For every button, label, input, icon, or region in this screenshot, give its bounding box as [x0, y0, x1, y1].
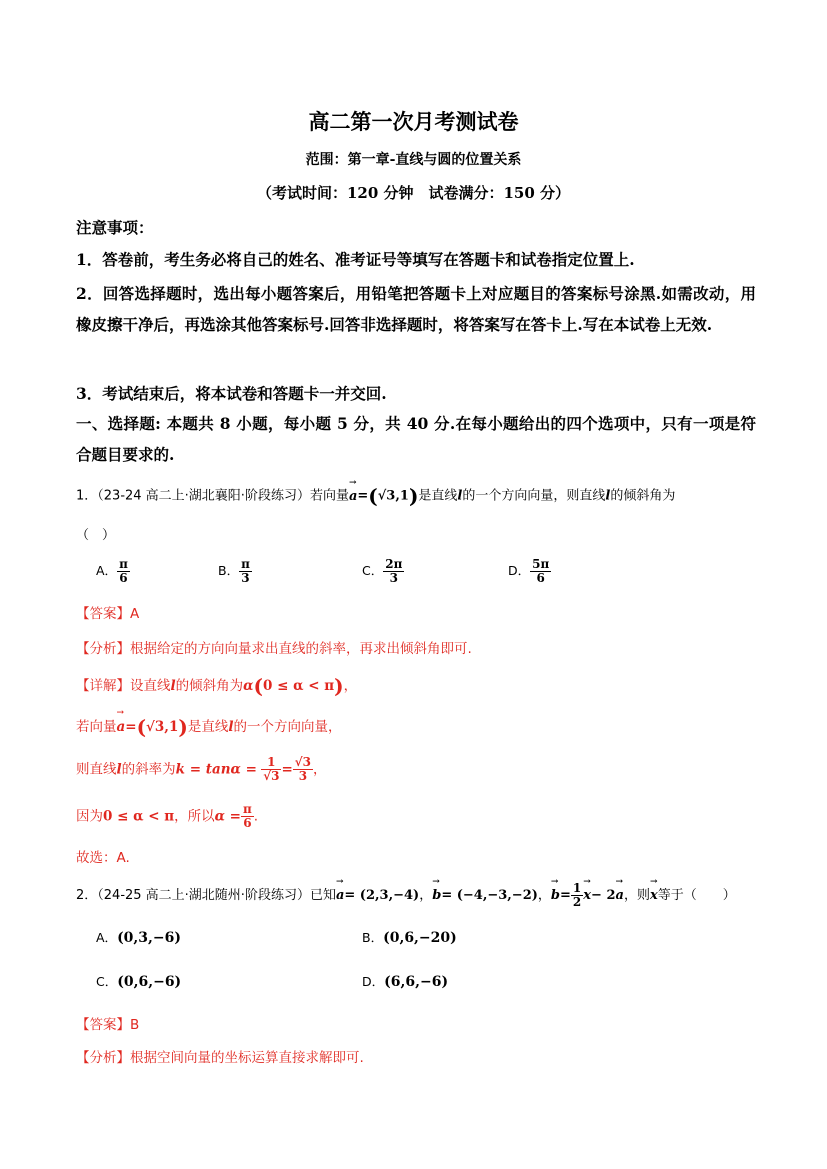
question-1-option-c: C． $\frac{2\pi}{3}$	[362, 557, 403, 586]
question-1-choice: 故选：A.	[76, 850, 130, 866]
question-2-stem: 2．（24-25 高二上·湖北随州·阶段练习）已知→ a= (2,3,−4)，→ b= (−4,−3,−2)，→ b= $\frac{1}{2}$ → x− 2→ a，则→ x等于（ ）	[76, 882, 736, 909]
question-1-option-d: D． $\frac{5\pi}{6}$	[508, 557, 550, 586]
question-2-analysis: 【分析】根据空间向量的坐标运算直接求解即可.	[76, 1050, 364, 1066]
exam-time: （考试时间：120 分钟 试卷满分：150 分）	[256, 184, 571, 202]
question-1-stem: 1．（23-24 高二上·湖北襄阳·阶段练习）若向量→ a=(√3,1)是直线l的一个方向向量，则直线l的倾斜角为	[76, 484, 675, 508]
notice-item-2: 2．回答选择题时，选出每小题答案后，用铅笔把答题卡上对应题目的答案标号涂黑.如需改动，用橡皮擦干净后，再选涂其他答案标号.回答非选择题时，将答案写在答卡上.写在本试卷上无效.	[76, 284, 756, 334]
question-1-analysis: 【分析】根据给定的方向向量求出直线的斜率，再求出倾斜角即可.	[76, 641, 472, 657]
notice-heading: 注意事项：	[76, 218, 154, 237]
question-2-answer: 【答案】B	[76, 1017, 140, 1033]
question-1-blank: （ ）	[76, 528, 116, 543]
question-1-detail: 【详解】设直线l的倾斜角为α(0 ≤ α < π)，	[76, 674, 358, 698]
question-2-option-d: D．(6,6,−6)	[362, 974, 449, 990]
question-1-detail-line-3: 则直线l的斜率为k = tanα = $\frac{1}{√3}$ = $\frac{√3}{3}$ ，	[76, 755, 327, 784]
question-1-option-b: B． $\frac{\pi}{3}$	[218, 557, 250, 586]
question-1-option-a: A． $\frac{\pi}{6}$	[96, 557, 128, 586]
question-2-option-a: A．(0,3,−6)	[96, 930, 182, 946]
exam-title: 高二第一次月考测试卷	[308, 109, 519, 134]
exam-range: 范围：第一章-直线与圆的位置关系	[305, 152, 522, 168]
notice-item-1: 1．答卷前，考生务必将自己的姓名、准考证号等填写在答题卡和试卷指定位置上.	[76, 250, 635, 269]
question-2-option-c: C．(0,6,−6)	[96, 974, 182, 990]
notice-item-3: 3．考试结束后，将本试卷和答题卡一并交回.	[76, 384, 387, 403]
question-1-detail-line-4: 因为0 ≤ α < π，所以α = $\frac{\pi}{6}$ .	[76, 802, 259, 831]
section-1-heading: 一、选择题: 本题共 8 小题，每小题 5 分，共 40 分.在每小题给出的四个选项中，只有一项是符合题目要求的.	[76, 414, 756, 464]
question-2-option-b: B．(0,6,−20)	[362, 930, 457, 946]
question-1-answer: 【答案】A	[76, 606, 140, 622]
question-1-detail-line-2: 若向量→ a=(√3,1)是直线l的一个方向向量，	[76, 715, 342, 739]
